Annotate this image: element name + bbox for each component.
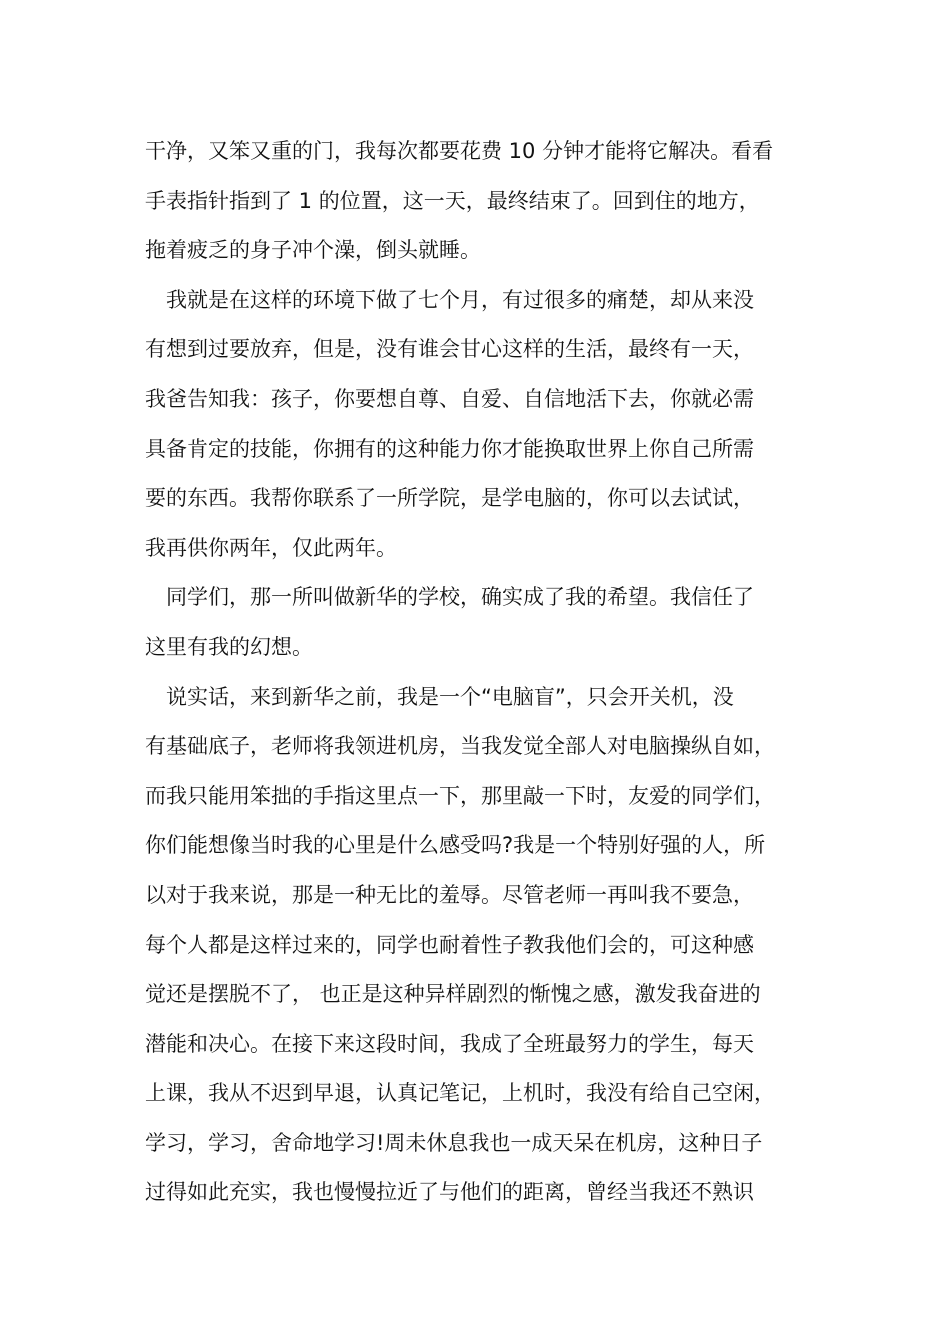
text-line: 手表指针指到了 1 的位置，这一天，最终结束了。回到住的地方， [145, 188, 760, 213]
text-line: 觉还是摆脱不了， 也正是这种异样剧烈的惭愧之感，激发我奋进的 [145, 982, 761, 1007]
text-line: 这里有我的幻想。 [145, 634, 313, 659]
text-line: 潜能和决心。在接下来这段时间，我成了全班最努力的学生，每天 [145, 1031, 754, 1056]
text-line: 学习，学习，舍命地学习!周未休息我也一成天呆在机房，这种日子 [145, 1130, 763, 1155]
document-body [145, 127, 815, 1218]
text-line: 干净，又笨又重的门，我每次都要花费 10 分钟才能将它解决。看看 [145, 139, 774, 163]
text-line: 要的东西。我帮你联系了一所学院，是学电脑的，你可以去试试， [145, 486, 754, 511]
paragraph-first-line: 我就是在这样的环境下做了七个月，有过很多的痛楚，却从来没 [166, 287, 754, 312]
text-line: 以对于我来说，那是一种无比的羞辱。尽管老师一再叫我不要急， [145, 882, 754, 907]
paragraph-first-line: 同学们，那一所叫做新华的学校，确实成了我的希望。我信任了 [166, 585, 754, 610]
text-line: 拖着疲乏的身子冲个澡，倒头就睡。 [145, 238, 481, 263]
text-line: 而我只能用笨拙的手指这里点一下，那里敲一下时，友爱的同学们， [145, 783, 775, 808]
text-line: 我再供你两年，仅此两年。 [145, 535, 397, 560]
text-line: 你们能想像当时我的心里是什么感受吗?我是一个特别好强的人，所 [145, 833, 766, 858]
text-line: 上课，我从不迟到早退，认真记笔记，上机时，我没有给自己空闲， [145, 1081, 775, 1106]
paragraph-first-line: 说实话，来到新华之前，我是一个“电脑盲”，只会开关机，没 [166, 684, 734, 709]
text-line: 过得如此充实，我也慢慢拉近了与他们的距离，曾经当我还不熟识 [145, 1180, 754, 1205]
text-line: 具备肯定的技能，你拥有的这种能力你才能换取世界上你自己所需 [145, 436, 754, 461]
text-line: 有基础底子，老师将我领进机房，当我发觉全部人对电脑操纵自如， [145, 734, 775, 759]
text-line: 每个人都是这样过来的，同学也耐着性子教我他们会的，可这种感 [145, 932, 754, 957]
text-line: 我爸告知我：孩子，你要想自尊、自爱、自信地活下去，你就必需 [145, 386, 754, 411]
text-line: 有想到过要放弃，但是，没有谁会甘心这样的生活，最终有一天， [145, 337, 754, 362]
